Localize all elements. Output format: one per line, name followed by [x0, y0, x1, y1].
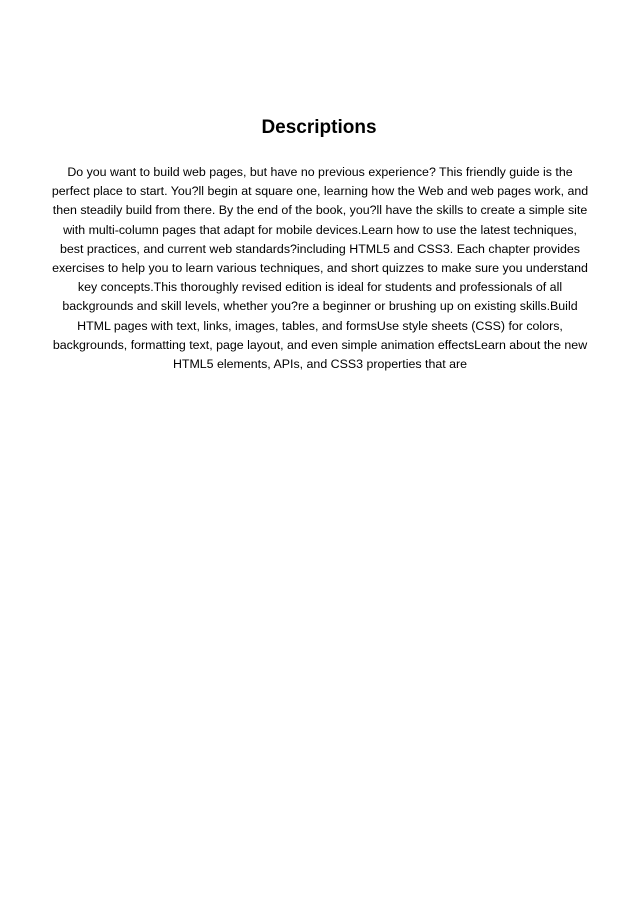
paragraph-line: perfect place to start. You?ll begin at square one, learning how the Web and web pages work, and: [51, 184, 589, 199]
paragraph-line: key concepts.This thoroughly revised edition is ideal for students and professionals of all: [77, 280, 563, 295]
paragraph-line: exercises to help you to learn various techniques, and short quizzes to make sure you understand: [52, 261, 588, 276]
description-paragraph: [34, 163, 606, 374]
paragraph-line: Do you want to build web pages, but have no previous experience? This friendly guide is the: [67, 165, 573, 179]
paragraph-line: then steadily build from there. By the end of the book, you?ll have the skills to create a simple site: [52, 203, 588, 218]
paragraph-line: with multi-column pages that adapt for mobile devices.Learn how to use the latest techniques,: [63, 222, 577, 237]
paragraph-line: HTML5 elements, APIs, and CSS3 properties that are: [172, 357, 468, 372]
paragraph-line: backgrounds and skill levels, whether you?re a beginner or brushing up on existing skills.Build: [62, 299, 578, 314]
paragraph-line: best practices, and current web standards?including HTML5 and CSS3. Each chapter provides: [59, 241, 580, 256]
paragraph-line: HTML pages with text, links, images, tables, and formsUse style sheets (CSS) for colors,: [77, 318, 563, 333]
paragraph-line: backgrounds, formatting text, page layout, and even simple animation effectsLearn about the new: [52, 337, 588, 352]
page-title: Descriptions: [261, 117, 377, 138]
